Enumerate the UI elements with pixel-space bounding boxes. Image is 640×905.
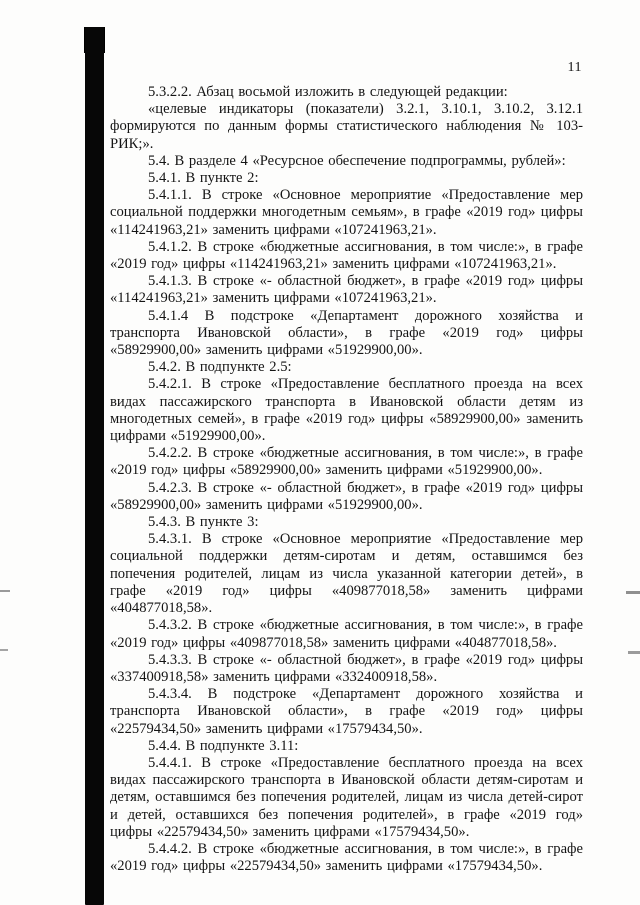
paragraph-5-4-4-1: 5.4.4.1. В строке «Предоставление бесплатного проезда на всех видах пассажирского транспорта в Ивановской области детям-сиротам и детям, оставшимся без попечения родителей, лицам из числа детей-сирот и детей, оставшихся без попечения родителей», в графе «2019 год» цифры «22579434,50» заменить цифрами «17579434,50». bbox=[110, 754, 583, 840]
paragraph-5-4-1-3: 5.4.1.3. В строке «- областной бюджет», в графе «2019 год» цифры «114241963,21» заменить цифрами «107241963,21». bbox=[110, 273, 583, 307]
paragraph-5-4-1-1: 5.4.1.1. В строке «Основное мероприятие «Предоставление мер социальной поддержки многодетным семьям», в графе «2019 год» цифры «114241963,21» заменить цифрами «107241963,21». bbox=[110, 187, 583, 238]
paragraph-5-4-2-1: 5.4.2.1. В строке «Предоставление бесплатного проезда на всех видах пассажирского транспорта в Ивановской области детям из многодетных семей», в графе «2019 год» цифры «58929900,00» заменить цифрами «51929900,00». bbox=[110, 376, 583, 445]
paragraph-5-4-2-2: 5.4.2.2. В строке «бюджетные ассигнования, в том числе:», в графе «2019 год» цифры «58929900,00» заменить цифрами «51929900,00». bbox=[110, 445, 583, 479]
scan-edge-mark bbox=[628, 651, 640, 654]
paragraph-5-4-3-4: 5.4.3.4. В подстроке «Департамент дорожного хозяйства и транспорта Ивановской области», в графе «2019 год» цифры «22579434,50» заменить цифрами «17579434,50». bbox=[110, 686, 583, 737]
scan-edge-mark bbox=[626, 591, 640, 594]
paragraph-quote-indicators: «целевые индикаторы (показатели) 3.2.1, 3.10.1, 3.10.2, 3.12.1 формируются по данным формы статистического наблюдения № 103-РИК;». bbox=[110, 101, 583, 152]
paragraph-5-4-3-2: 5.4.3.2. В строке «бюджетные ассигнования, в том числе:», в графе «2019 год» цифры «409877018,58» заменить цифрами «404877018,58». bbox=[110, 617, 583, 651]
paragraph-5-4-1: 5.4.1. В пункте 2: bbox=[148, 170, 259, 187]
document-body bbox=[110, 84, 583, 875]
scan-artifact-bar bbox=[85, 27, 104, 905]
scan-edge-mark bbox=[0, 649, 8, 651]
paragraph-5-3-2-2: 5.3.2.2. Абзац восьмой изложить в следующей редакции: bbox=[148, 84, 508, 100]
page-number: 11 bbox=[567, 60, 582, 75]
paragraph-5-4-2: 5.4.2. В подпункте 2.5: bbox=[148, 359, 292, 376]
paragraph-5-4-3-3: 5.4.3.3. В строке «- областной бюджет», в графе «2019 год» цифры «337400918,58» заменить цифрами «332400918,58». bbox=[110, 651, 583, 685]
paragraph-5-4-3-1: 5.4.3.1. В строке «Основное мероприятие «Предоставление мер социальной поддержки детям-сиротам и детям, оставшимся без попечения родителей, лицам из числа указанной категории детей», в графе «2019 год» цифры «409877018,58» заменить цифрами «404877018,58». bbox=[110, 531, 583, 617]
paragraph-5-4: 5.4. В разделе 4 «Ресурсное обеспечение подпрограммы, рублей»: bbox=[148, 152, 566, 169]
scan-edge-mark bbox=[0, 590, 10, 592]
paragraph-5-4-2-3: 5.4.2.3. В строке «- областной бюджет», в графе «2019 год» цифры «58929900,00» заменить цифрами «51929900,00». bbox=[110, 479, 583, 513]
paragraph-5-4-4-2: 5.4.4.2. В строке «бюджетные ассигнования, в том числе:», в графе «2019 год» цифры «22579434,50» заменить цифрами «17579434,50». bbox=[110, 840, 583, 875]
paragraph-5-4-1-2: 5.4.1.2. В строке «бюджетные ассигнования, в том числе:», в графе «2019 год» цифры «114241963,21» заменить цифрами «107241963,21». bbox=[110, 238, 583, 273]
paragraph-5-4-4: 5.4.4. В подпункте 3.11: bbox=[148, 737, 299, 754]
paragraph-5-4-3: 5.4.3. В пункте 3: bbox=[148, 514, 259, 531]
paragraph-5-4-1-4: 5.4.1.4 В подстроке «Департамент дорожного хозяйства и транспорта Ивановской области», в графе «2019 год» цифры «58929900,00» заменить цифрами «51929900,00». bbox=[110, 307, 583, 359]
